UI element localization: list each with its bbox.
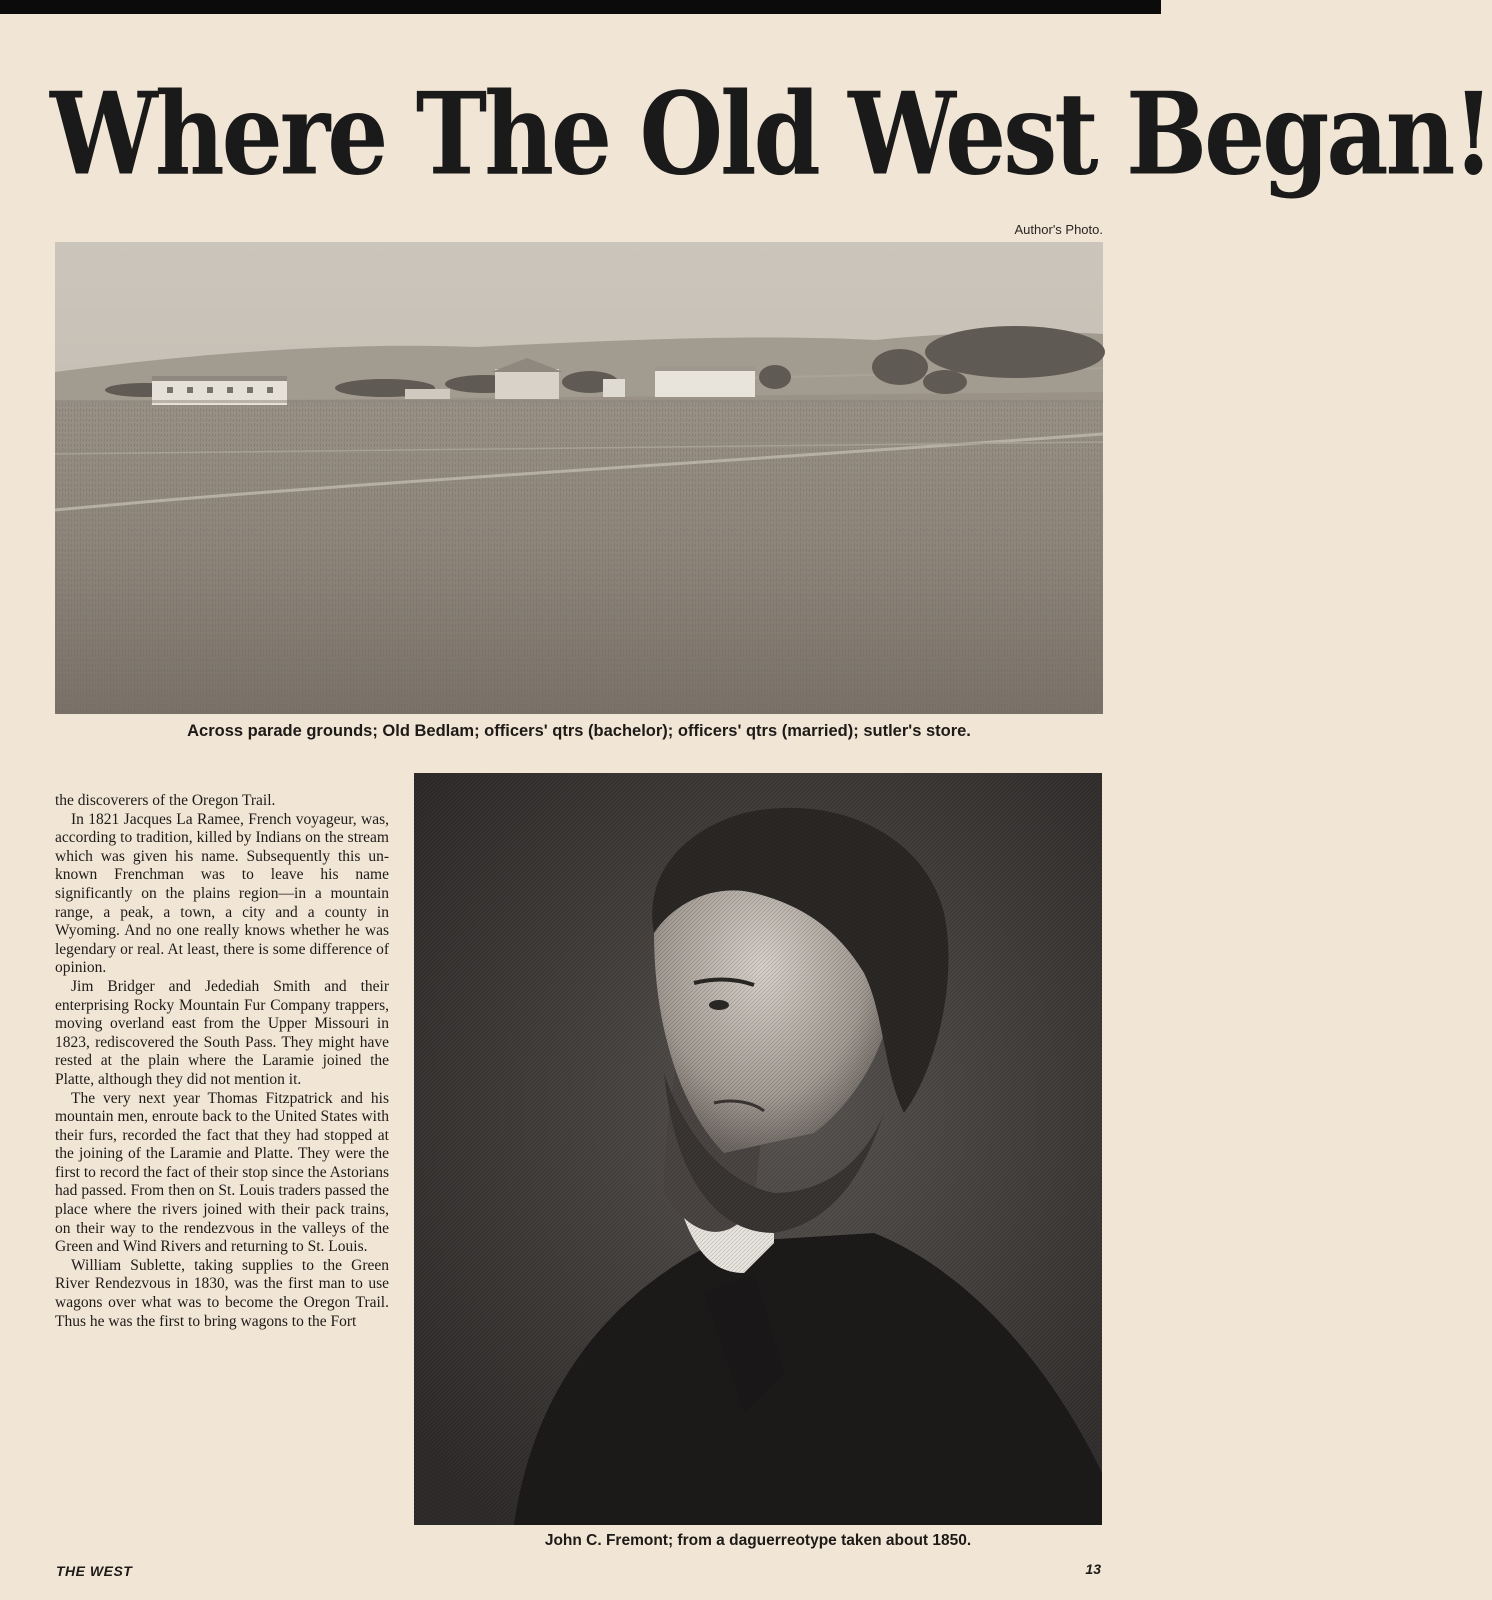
fort-landscape-photo bbox=[55, 242, 1103, 714]
portrait-caption: John C. Fremont; from a daguerreotype taken about 1850. bbox=[544, 1532, 972, 1549]
article-paragraph: the discoverers of the Oregon Trail. bbox=[55, 792, 276, 809]
article-paragraph: William Sublette, taking supplies to the Green River Rendezvous in 1830, was the first man to use wagons over what was to become the Oregon Trail. Thus he was the first to bring wagons to the Fort bbox=[55, 1256, 389, 1330]
page-number: 13 bbox=[1085, 1561, 1101, 1577]
article-paragraph: The very next year Thomas Fitzpatrick and his mountain men, enroute back to the United States with their furs, recorded the fact that they had stopped at the joining of the Laramie and Platte. They were the first to record the fact of their stop since the Astorians had passed. From then on St. Louis traders passed the place where the rivers joined with their pack trains, on their way to the rendezvous in the valleys of the Green and Wind Rivers and returning to St. Louis. bbox=[55, 1089, 390, 1256]
scan-top-border bbox=[0, 0, 1161, 14]
publication-name: THE WEST bbox=[56, 1563, 133, 1579]
article-body bbox=[55, 792, 389, 1331]
landscape-photo-caption: Across parade grounds; Old Bedlam; officers' qtrs (bachelor); officers' qtrs (married); sutler's store. bbox=[187, 722, 971, 740]
photo-credit: Author's Photo. bbox=[1014, 222, 1103, 237]
fremont-portrait-engraving bbox=[414, 773, 1102, 1525]
article-paragraph: Jim Bridger and Jedediah Smith and their enterprising Rocky Mountain Fur Company trappers, moving overland east from the Upper Missouri in 1823, rediscovered the South Pass. They might have rested at the plain where the Laramie joined the Platte, although they did not mention it. bbox=[55, 977, 389, 1088]
article-paragraph: In 1821 Jacques La Ramee, French voyageur, was, according to tradition, killed by Indians on the stream which was given his name. Subsequently this unknown Frenchman was to leave his name significantly on the plains region—in a mountain range, a peak, a town, a city and a county in Wyoming. And no one really knows whether he was legendary or real. At least, there is some difference of opinion. bbox=[55, 810, 389, 977]
headline: Where The Old West Began! bbox=[50, 67, 1492, 201]
